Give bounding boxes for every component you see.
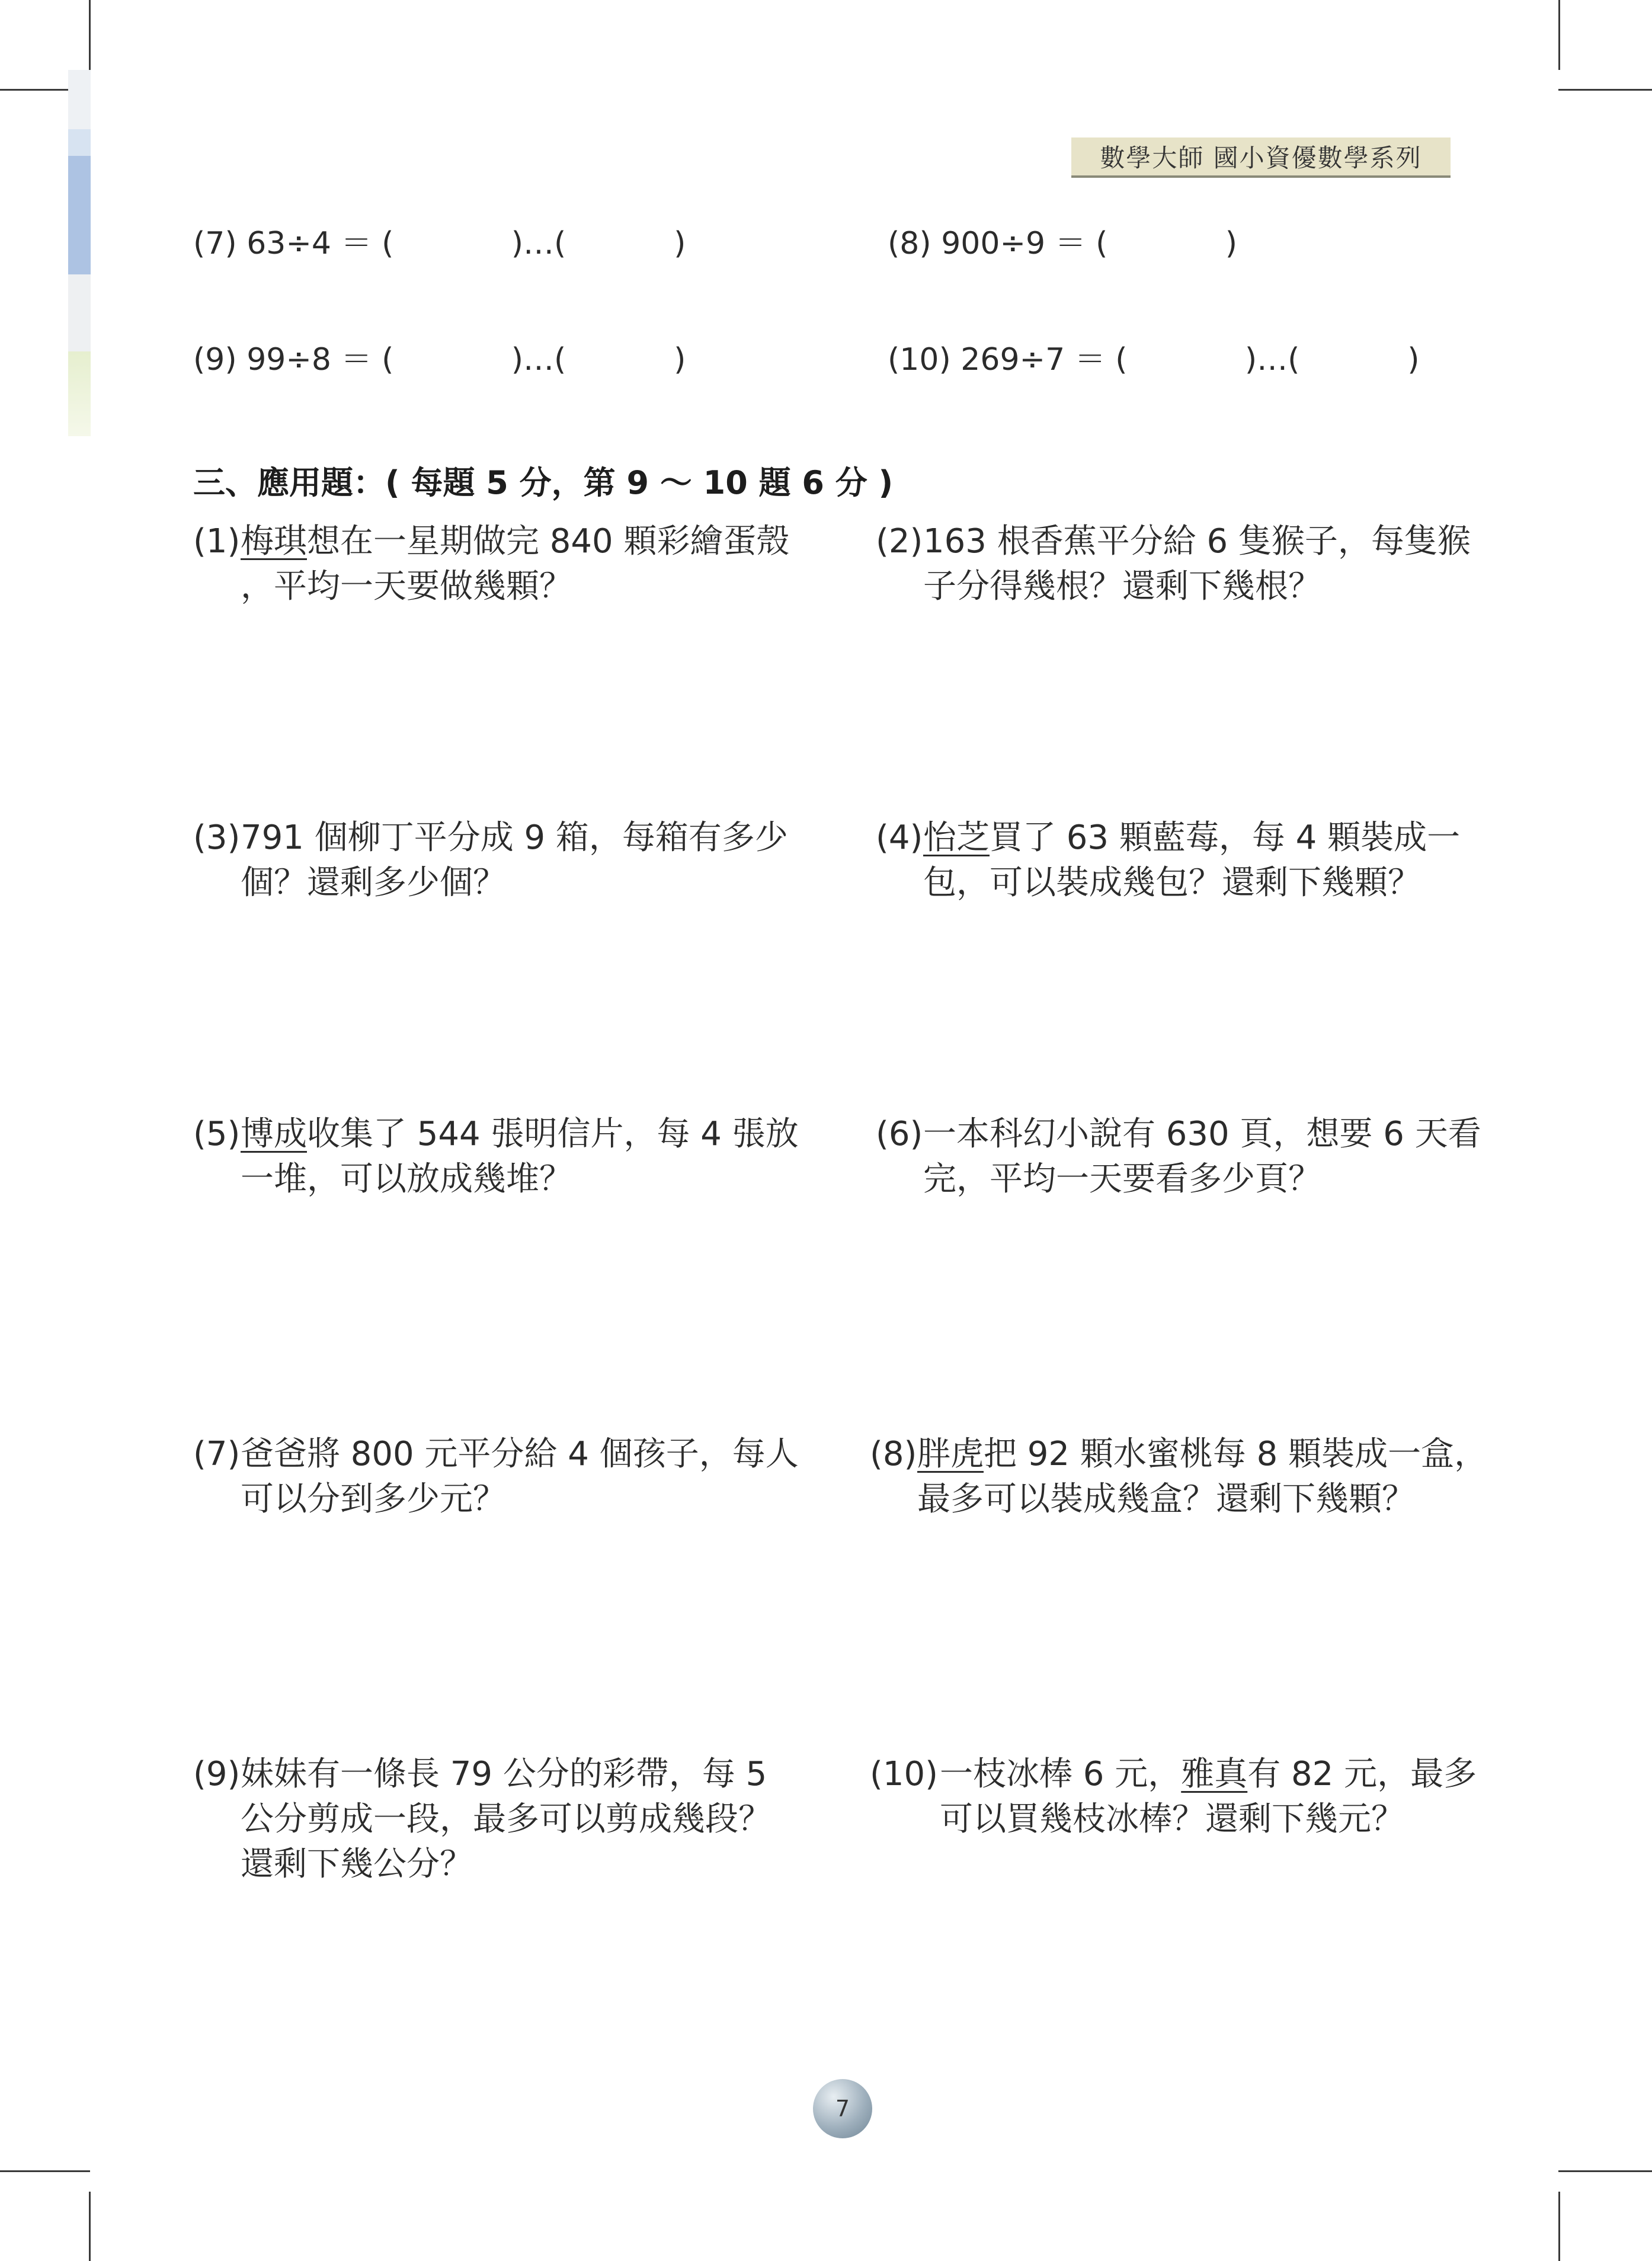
problem-text: 想在一星期做完 840 顆彩繪蛋殼 — [307, 522, 790, 561]
crop-mark — [1558, 2170, 1652, 2172]
problem-text: 有 82 元，最多 — [1247, 1755, 1477, 1793]
problem-text: 買了 63 顆藍莓，每 4 顆裝成一 — [990, 818, 1461, 857]
problem-number: (8) — [870, 1435, 917, 1473]
problem-number: (1) — [193, 522, 241, 561]
word-problem-2 — [876, 519, 1528, 609]
word-problem-9 — [193, 1752, 845, 1887]
decor-bar — [68, 156, 91, 274]
crop-mark — [0, 2170, 90, 2172]
problem-text: 最多可以裝成幾盒？還剩下幾顆？ — [917, 1480, 1415, 1518]
crop-mark — [1558, 2192, 1560, 2261]
problem-text: 包，可以裝成幾包？還剩下幾顆？ — [923, 864, 1421, 902]
page-number: 7 — [835, 2096, 850, 2122]
equation-8: (8) 900÷9 ＝ ( ) — [888, 226, 1238, 261]
decor-bar — [68, 274, 91, 351]
problem-number: (9) — [193, 1755, 241, 1793]
word-problem-10 — [870, 1752, 1545, 1842]
page-number-badge — [813, 2079, 872, 2138]
decor-bar — [68, 70, 91, 129]
word-problem-4 — [876, 816, 1528, 906]
problem-text: 妹妹有一條長 79 公分的彩帶，每 5 — [241, 1755, 767, 1793]
person-name: 梅琪 — [241, 522, 307, 561]
person-name: 胖虎 — [917, 1435, 984, 1473]
problem-text: 完，平均一天要看多少頁？ — [923, 1160, 1321, 1198]
problem-text: 可以買幾枝冰棒？還剩下幾元？ — [940, 1800, 1404, 1838]
problem-text: 把 92 顆水蜜桃每 8 顆裝成一盒， — [984, 1435, 1488, 1473]
problem-text: 163 根香蕉平分給 6 隻猴子，每隻猴 — [923, 522, 1471, 561]
equation-10: (10) 269÷7 ＝ ( )…( ) — [888, 342, 1420, 378]
word-problem-1 — [193, 519, 815, 609]
problem-number: (2) — [876, 522, 923, 561]
crop-mark — [89, 2192, 91, 2261]
decor-bar — [68, 351, 91, 436]
equation-9: (9) 99÷8 ＝ ( )…( ) — [193, 342, 686, 378]
word-problem-5 — [193, 1112, 845, 1202]
crop-mark — [1558, 89, 1652, 91]
problem-text: 收集了 544 張明信片，每 4 張放 — [307, 1115, 799, 1153]
person-name: 雅真 — [1181, 1755, 1248, 1793]
word-problem-8 — [870, 1432, 1533, 1522]
problem-text: 一堆，可以放成幾堆？ — [241, 1160, 572, 1198]
problem-number: (10) — [870, 1755, 938, 1793]
problem-text: ，平均一天要做幾顆？ — [241, 567, 572, 606]
decor-bar — [68, 129, 91, 156]
word-problem-3 — [193, 816, 845, 906]
problem-text: 個？還剩多少個？ — [241, 864, 506, 902]
problem-text: 一枝冰棒 6 元， — [940, 1755, 1182, 1793]
equation-7: (7) 63÷4 ＝ ( )…( ) — [193, 226, 686, 261]
problem-text: 爸爸將 800 元平分給 4 個孩子，每人 — [241, 1435, 799, 1473]
word-problem-7 — [193, 1432, 845, 1522]
problem-number: (7) — [193, 1435, 241, 1473]
problem-number: (3) — [193, 818, 241, 857]
crop-mark — [89, 0, 91, 70]
person-name: 博成 — [241, 1115, 307, 1153]
problem-number: (4) — [876, 818, 923, 857]
problem-text: 還剩下幾公分？ — [241, 1845, 473, 1883]
crop-mark — [1558, 0, 1560, 70]
problem-text: 公分剪成一段，最多可以剪成幾段？ — [241, 1800, 771, 1838]
problem-text: 可以分到多少元？ — [241, 1480, 506, 1518]
section-title: 三、應用題：( 每題 5 分，第 9 ～ 10 題 6 分 ) — [193, 464, 894, 501]
problem-text: 一本科幻小說有 630 頁，想要 6 天看 — [923, 1115, 1481, 1153]
person-name: 怡芝 — [923, 818, 990, 857]
problem-number: (6) — [876, 1115, 923, 1153]
word-problem-6 — [876, 1112, 1528, 1202]
problem-text: 子分得幾根？還剩下幾根？ — [923, 567, 1321, 606]
problem-text: 791 個柳丁平分成 9 箱，每箱有多少 — [241, 818, 788, 857]
problem-number: (5) — [193, 1115, 241, 1153]
series-header: 數學大師 國小資優數學系列 — [1071, 137, 1451, 178]
